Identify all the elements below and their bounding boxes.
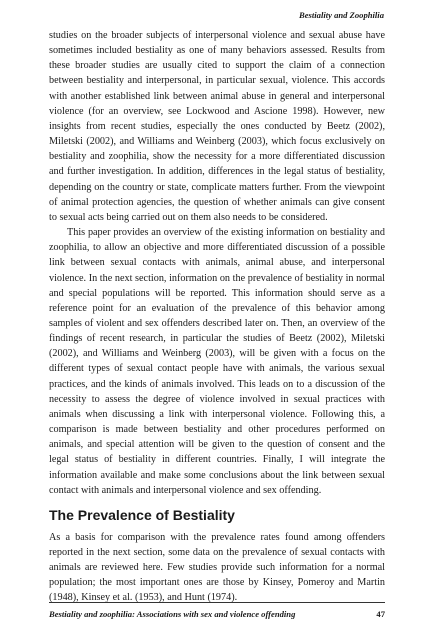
page-number: 47 [376,609,385,619]
footer-divider [49,602,385,603]
paragraph-overview: This paper provides an overview of the existing information on bestiality and zoophilia, to allow an objective and more differentiated discussion of a possible link between sexual contacts with animals, animal abuse, and interpersonal violence. In the next section, information on the prevalence of bestiality in normal and special populations will be reported. This information should serve as a reference point for an evaluation of the prevalence of this behavior among samples of violent and sex offenders described later on. Then, an overview of the findings of recent research, in particular the studies of Beetz (2002), Miletski (2002), and Williams and Weinberg (2003), will be given with a focus on the different types of sexual contact people have with animals, the various sexual practices, and the kinds of animals involved. This leads on to a discussion of the necessity to assess the degree of violence involved in sexual practices with animals when discussing a link with interpersonal violence. Following this, a comparison is made between bestiality and other procedures performed on animals, and special attention will be given to the question of consent and the legal status of bestiality in different countries. Finally, I will integrate the information available and make some conclusions about the link between sexual contact with animals and interpersonal violence and sex offending. [49,227,385,496]
body-text [49,28,385,606]
running-head: Bestiality and Zoophilia [299,10,384,20]
paragraph-prevalence: As a basis for comparison with the prevalence rates found among offenders reported in the next section, some data on the prevalence of sexual contacts with animals are reviewed here. Few studies provide such information for a normal population; the most important ones are those by Kinsey, Pomeroy and Martin (1948), Kinsey et al. (1953), and Hunt (1974). [49,531,385,604]
section-heading: The Prevalence of Bestiality [49,506,235,523]
footer-title: Bestiality and zoophilia: Associations with sex and violence offending [49,609,296,619]
paragraph-continued: studies on the broader subjects of interpersonal violence and sexual abuse have sometimes included bestiality as one of many behaviors assessed. Results from these broader studies are usually cited to support the claim of a connection between bestiality and interpersonal, in particular sexual, violence. This accords with another established link between animal abuse in general and interpersonal violence (for an overview, see Lockwood and Ascione 1998). However, new insights from recent studies, especially the ones conducted by Beetz (2002), Miletski (2002), and Williams and Weinberg (2003), which focus exclusively on bestiality and zoophilia, show the necessity for a more differentiated discussion and further investigation. In addition, differences in the legal status of bestiality, depending on the country or state, complicate matters further. From the viewpoint of animal protection agencies, the question of whether animals can give consent to sexual acts being carried out on them also needs to be considered. [49,30,385,223]
